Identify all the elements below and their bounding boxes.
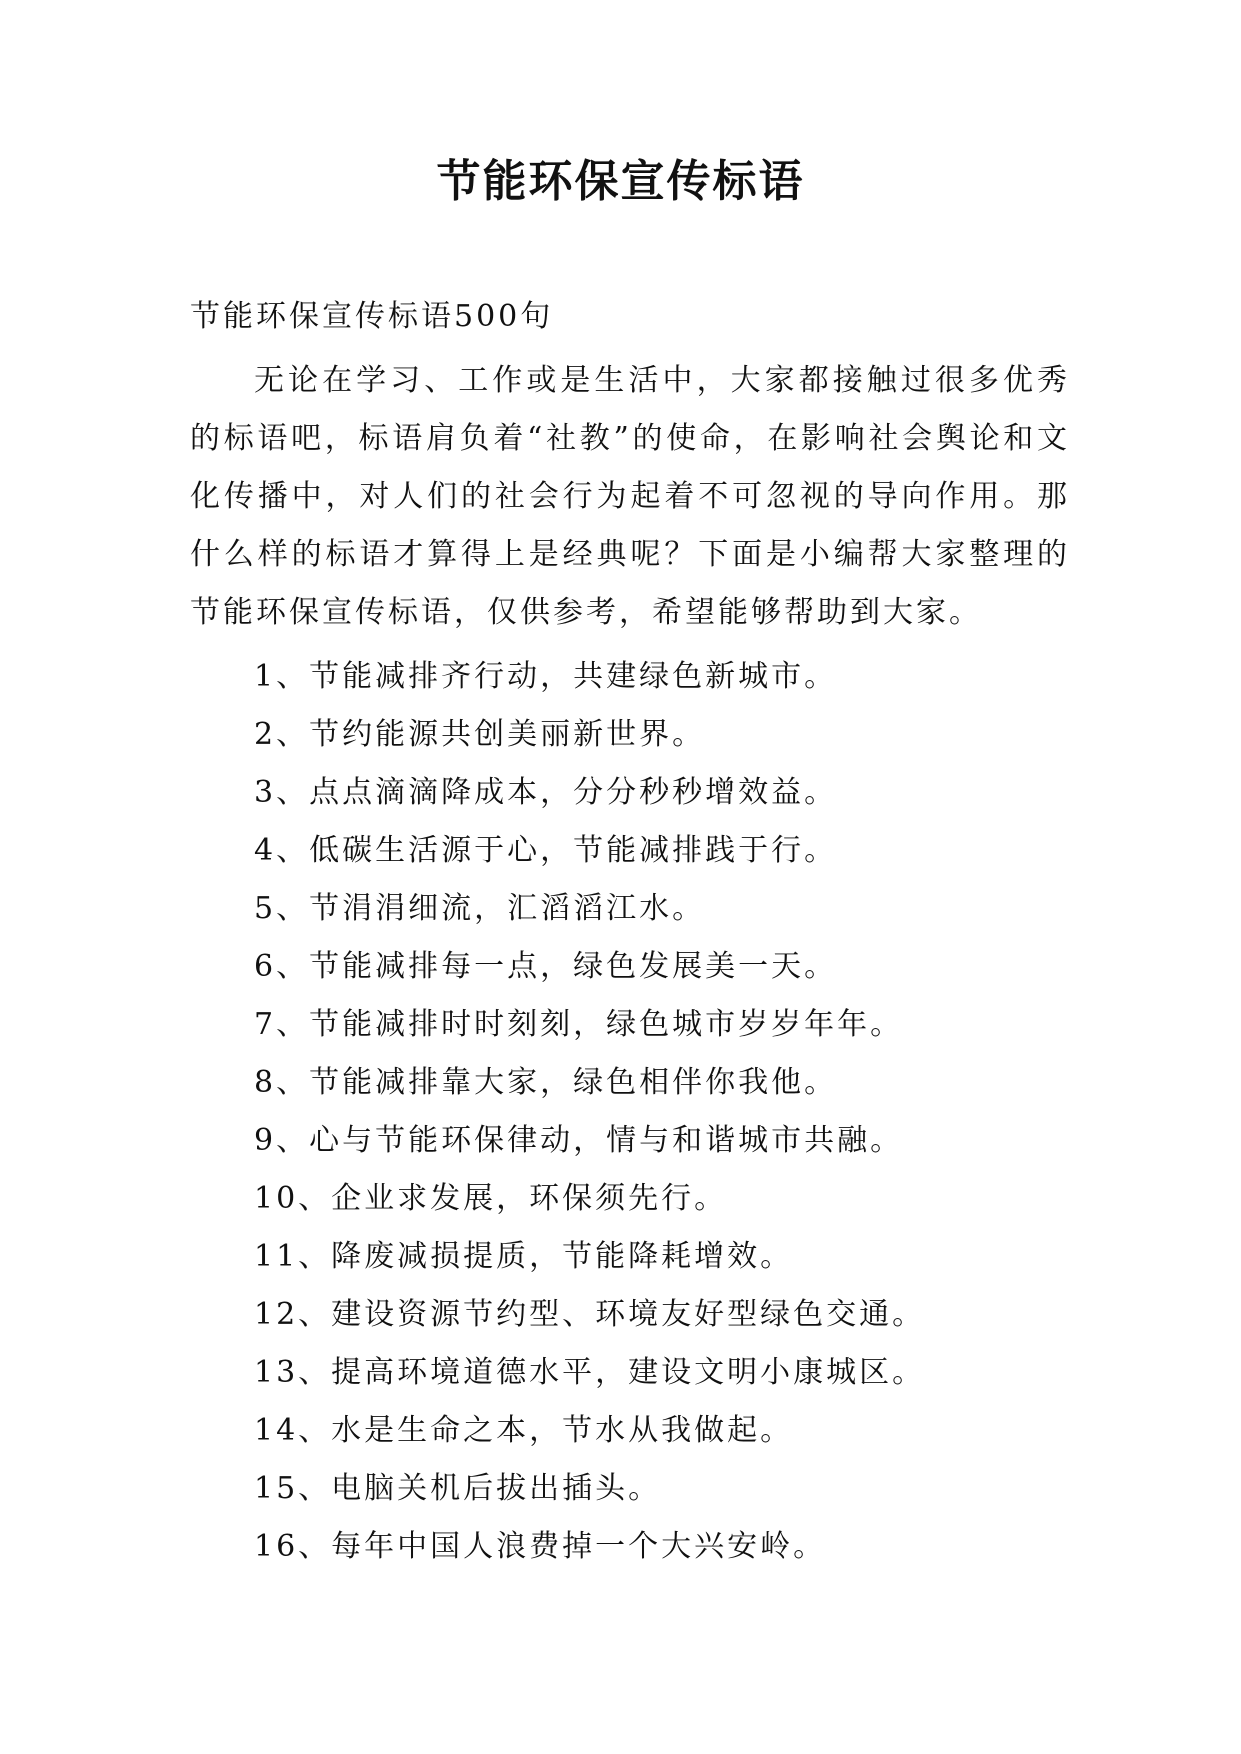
document-subtitle: 节能环保宣传标语500句 [190,299,554,334]
slogan-item: 7、节能减排时时刻刻，绿色城市岁岁年年。 [254,1007,904,1042]
intro-paragraph: 无论在学习、工作或是生活中，大家都接触过很多优秀的标语吧，标语肩负着“社教”的使命，在影响社会舆论和文化传播中，对人们的社会行为起着不可忽视的导向作用。那什么样的标语才算得上是经典呢？下面是小编帮大家整理的节能环保宣传标语，仅供参考，希望能够帮助到大家。 [190,363,1070,630]
slogan-item: 14、水是生命之本，节水从我做起。 [254,1413,794,1448]
document-body [190,288,1070,1576]
slogan-item: 2、节约能源共创美丽新世界。 [254,717,706,752]
slogan-item: 4、低碳生活源于心，节能减排践于行。 [254,833,838,868]
slogan-item: 13、提高环境道德水平，建设文明小康城区。 [254,1355,926,1390]
slogan-item: 10、企业求发展，环保须先行。 [254,1181,728,1216]
document-title: 节能环保宣传标语 [436,156,805,207]
slogan-item: 11、降废减损提质，节能降耗增效。 [254,1239,794,1274]
slogan-item: 15、电脑关机后拔出插头。 [254,1471,662,1506]
slogan-item: 5、节涓涓细流，汇滔滔江水。 [254,891,706,926]
slogan-item: 6、节能减排每一点，绿色发展美一天。 [254,949,838,984]
slogan-item: 9、心与节能环保律动，情与和谐城市共融。 [254,1123,904,1158]
slogan-item: 3、点点滴滴降成本，分分秒秒增效益。 [254,775,838,810]
slogan-item: 1、节能减排齐行动，共建绿色新城市。 [254,659,838,694]
slogan-item: 12、建设资源节约型、环境友好型绿色交通。 [254,1297,926,1332]
slogan-list [190,648,1070,1576]
slogan-item: 8、节能减排靠大家，绿色相伴你我他。 [254,1065,838,1100]
slogan-item: 16、每年中国人浪费掉一个大兴安岭。 [254,1529,827,1564]
